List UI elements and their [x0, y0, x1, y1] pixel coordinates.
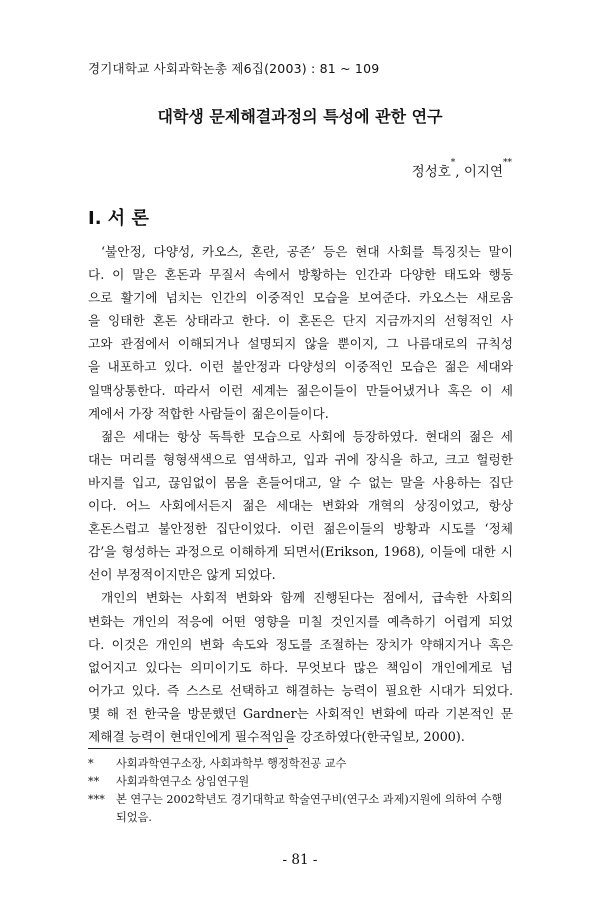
text-line: 다. 이 말은 혼돈과 무질서 속에서 방황하는 인간과 다양한 태도와 행동 [88, 267, 513, 283]
footnotes [88, 755, 513, 827]
author-1-mark: * [450, 158, 456, 168]
text-line: 젊은 세대는 항상 독특한 모습으로 사회에 등장하였다. 현대의 젊은 세 [101, 428, 513, 444]
author-2: 이지연 [463, 164, 503, 180]
footnote-mark: *** [88, 793, 105, 806]
text-line: 없어지고 있다는 의미이기도 하다. 무엇보다 많은 책임이 개인에게로 넘 [88, 659, 513, 675]
running-header: 경기대학교 사회과학논총 제6집(2003) : 81 ~ 109 [88, 61, 380, 76]
text-line: 감’을 형성하는 과정으로 이해하게 되면서(Erikson, 1968), 이들에 대한 시 [88, 544, 513, 560]
footnote-text: 본 연구는 2002학년도 경기대학교 학술연구비(연구소 과제)지원에 의하여 수행되었음. [116, 793, 503, 824]
text-line: 계에서 가장 적합한 사람들이 젊은이들이다. [88, 405, 329, 421]
paragraph [88, 240, 513, 425]
text-line: 제해결 능력이 현대인에게 필수적임을 강조하였다(한국일보, 2000). [88, 728, 465, 744]
text-line: 바지를 입고, 끊임없이 몸을 흔들어대고, 알 수 없는 말을 사용하는 집단 [88, 474, 513, 490]
section-heading: I. 서 론 [88, 208, 149, 229]
footnote [88, 755, 513, 773]
text-line: 혼돈스럽고 불안정한 집단이었다. 이런 젊은이들의 방황과 시도를 ‘정체 [88, 521, 513, 537]
author-1: 정성호 [411, 164, 451, 180]
footnote-text: 사회과학연구소 상임연구원 [116, 775, 250, 788]
text-line: 몇 해 전 한국을 방문했던 Gardner는 사회적인 변화에 따라 기본적인 문 [88, 705, 513, 721]
text-line: 이다. 어느 사회에서든지 젊은 세대는 변화와 개혁의 상징이었고, 항상 [88, 498, 513, 514]
text-line: ‘불안정, 다양성, 카오스, 혼란, 공존’ 등은 현대 사회를 특징짓는 말이 [101, 244, 513, 259]
text-line: 을 잉태한 혼돈 상태라고 한다. 이 혼돈은 단지 지금까지의 선형적인 사 [88, 313, 513, 329]
paragraph [88, 586, 513, 748]
footnote [88, 791, 513, 827]
text-line: 변화는 개인의 적응에 어떤 영향을 미칠 것인지를 예측하기 어렵게 되었 [88, 613, 513, 629]
text-line: 고와 관점에서 이해되거나 설명되지 않을 뿐이지, 그 나름대로의 규칙성 [88, 336, 513, 352]
author-separator: , [455, 164, 464, 180]
text-line: 으로 활기에 넘치는 인간의 이중적인 모습을 보여준다. 카오스는 새로움 [88, 290, 513, 306]
footnote [88, 773, 513, 791]
page-number: - 81 - [282, 852, 318, 868]
footnote-rule [88, 748, 288, 749]
text-line: 대는 머리를 형형색색으로 염색하고, 입과 귀에 장식을 하고, 크고 헐렁한 [88, 451, 513, 467]
author-2-mark: ** [503, 158, 512, 168]
paper-title: 대학생 문제해결과정의 특성에 관한 연구 [157, 107, 443, 126]
body-text [88, 240, 513, 748]
author-line [412, 160, 512, 180]
footnote-text: 사회과학연구소장, 사회과학부 행정학전공 교수 [116, 757, 347, 770]
footnote-mark: ** [88, 775, 100, 788]
text-line: 선이 부정적이지만은 않게 되었다. [88, 567, 276, 583]
text-line: 일맥상통한다. 따라서 이런 세계는 젊은이들이 만들어냈거나 혹은 이 세 [88, 382, 513, 398]
text-line: 다. 이것은 개인의 변화 속도와 정도를 조절하는 장치가 약해지거나 혹은 [88, 636, 513, 652]
footnote-mark: * [88, 757, 94, 770]
text-line: 개인의 변화는 사회적 변화와 함께 진행된다는 점에서, 급속한 사회의 [101, 590, 513, 606]
text-line: 을 내포하고 있다. 이런 불안정과 다양성의 이중적인 모습은 젊은 세대와 [88, 359, 513, 375]
paragraph [88, 425, 513, 587]
text-line: 어가고 있다. 즉 스스로 선택하고 해결하는 능력이 필요한 시대가 되었다. [88, 682, 513, 698]
